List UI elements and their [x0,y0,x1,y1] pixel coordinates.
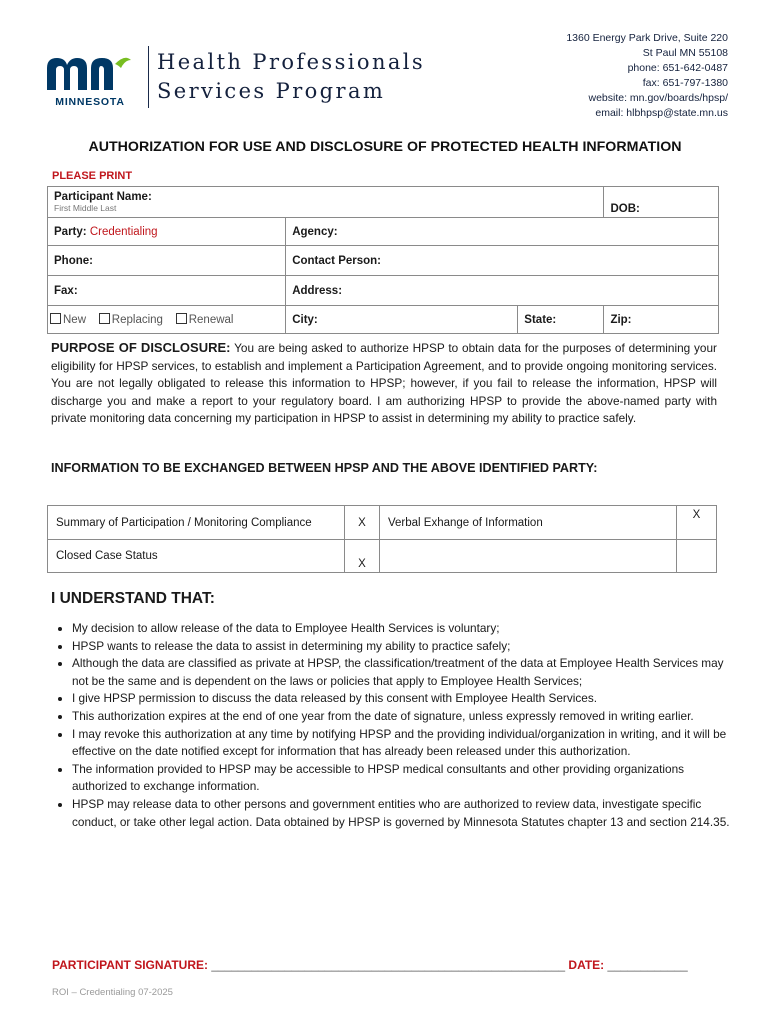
party-value: Credentialing [89,225,158,238]
agency-cell[interactable] [286,218,719,246]
program-line-2: Services Program [157,79,386,103]
email-link[interactable]: email: hlbhpsp@state.mn.us [595,107,728,119]
exchange-item: Summary of Participation / Monitoring Compliance [48,506,345,540]
dob-label: DOB: [610,203,640,215]
exchange-item [380,540,677,573]
replacing-label: Replacing [111,314,163,326]
table-row [48,506,717,540]
exchange-mark[interactable]: X [677,506,717,540]
address-cell[interactable] [286,276,719,306]
list-item: • HPSP wants to release the data to assist in determining my ability to practice safely; [72,638,742,656]
city-cell[interactable] [286,306,518,334]
zip-label: Zip: [610,313,632,326]
contact-address-block [566,31,728,121]
logo-text: MINNESOTA [55,96,125,108]
please-print-note: PLEASE PRINT [52,170,133,182]
fax-line: fax: 651-797-1380 [642,77,728,89]
agency-label: Agency: [292,225,338,238]
address-label: Address: [292,284,343,297]
status-checkboxes [48,306,286,334]
participant-name-label: Participant Name: [54,191,152,203]
name-hint: First Middle Last [54,203,117,213]
city-label: City: [292,313,318,326]
program-line-1: Health Professionals [157,50,426,74]
form-title: AUTHORIZATION FOR USE AND DISCLOSURE OF PROTECTED HEALTH INFORMATION [88,139,682,155]
header-divider [148,46,149,108]
zip-cell[interactable] [604,306,719,334]
list-item: • I give HPSP permission to discuss the data released by this consent with Employee Health Services. [72,690,742,708]
party-label: Party: [54,225,87,238]
exchange-mark[interactable]: X [345,540,380,573]
list-item: • HPSP may release data to other persons and government entities who are authorized to review data, investigate specific conduct, or take other legal action. Data obtained by HPSP is governed by Minnesota Statutes chapter 13 and section 214.35. [72,796,742,831]
signature-field[interactable]: _____________________________________________________ [211,958,566,972]
purpose-heading: PURPOSE OF DISCLOSURE: [51,340,231,355]
new-label: New [63,314,87,326]
date-field[interactable]: ____________ [607,958,688,972]
renewal-checkbox[interactable] [176,313,187,324]
fax-label: Fax: [54,284,78,297]
table-row [48,540,717,573]
dob-cell[interactable] [604,187,719,218]
phone-label: Phone: [54,254,93,267]
contact-person-label: Contact Person: [292,254,382,267]
address-line: 1360 Energy Park Drive, Suite 220 [566,32,728,44]
list-item: • Although the data are classified as private at HPSP, the classification/treatment of the data at Employee Health Services may not be the same and is dependent on the laws or policies that apply to Employee Health Services; [72,655,742,690]
exchange-item: Closed Case Status [48,540,345,573]
program-name [157,48,425,106]
participant-name-cell[interactable] [48,187,604,218]
signature-label: PARTICIPANT SIGNATURE: [52,958,208,972]
purpose-text: You are being asked to authorize HPSP to obtain data for the purposes of determining your eligibility for HPSP services, to establish and implement a Participation Agreement, and to provide ongoing monitoring services. You are not legally obligated to release this information to HPSP; however, if you fail to release the information, HPSP will discharge you and make a report to your regulatory board. I am authorizing HPSP to provide the above-named party with private monitoring data concerning my participation in HPSP to assist in determining my ability to practice safely. [51,341,717,425]
state-cell[interactable] [518,306,604,334]
signature-line [52,958,688,972]
state-label: State: [524,313,557,326]
date-label: DATE: [568,958,605,972]
phone-line: phone: 651-642-0487 [627,62,728,74]
phone-cell[interactable] [48,246,286,276]
exchange-mark[interactable]: X [345,506,380,540]
list-item: • I may revoke this authorization at any time by notifying HPSP and the providing individual/organization in writing, and it will be effective on the date notified except for information that has already been released under this authorization. [72,726,742,761]
footer-form-id: ROI – Credentialing 07-2025 [52,987,173,998]
exchange-table [47,505,717,573]
exchange-mark[interactable] [677,540,717,573]
list-item: • The information provided to HPSP may be accessible to HPSP medical consultants and other providing organizations authorized to exchange information. [72,761,742,796]
renewal-label: Renewal [188,314,234,326]
exchange-item: Verbal Exhange of Information [380,506,677,540]
participant-info-table [47,186,719,334]
new-checkbox[interactable] [50,313,61,324]
list-item: • My decision to allow release of the data to Employee Health Services is voluntary; [72,620,742,638]
understand-list [51,620,742,831]
address-line: St Paul MN 55108 [642,47,728,59]
understand-heading: I UNDERSTAND THAT: [51,590,215,607]
list-item: • This authorization expires at the end of one year from the date of signature, unless expressly removed in writing earlier. [72,708,742,726]
contact-person-cell[interactable] [286,246,719,276]
fax-cell[interactable] [48,276,286,306]
minnesota-logo [45,52,135,108]
website-link[interactable]: website: mn.gov/boards/hpsp/ [588,92,728,104]
party-cell[interactable] [48,218,286,246]
replacing-checkbox[interactable] [99,313,110,324]
purpose-of-disclosure [51,339,717,428]
exchange-heading: INFORMATION TO BE EXCHANGED BETWEEN HPSP AND THE ABOVE IDENTIFIED PARTY: [51,461,598,475]
